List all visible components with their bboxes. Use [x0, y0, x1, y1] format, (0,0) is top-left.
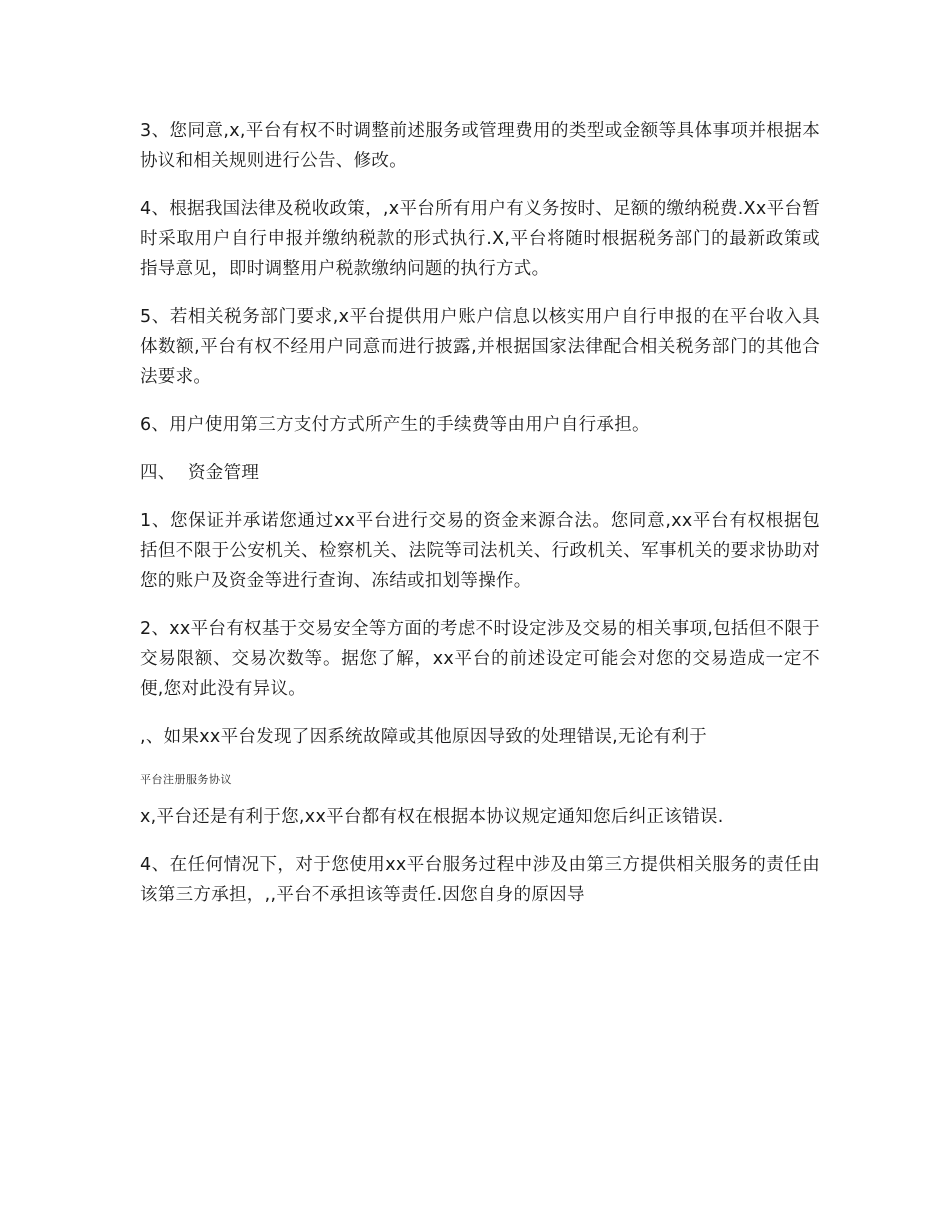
paragraph-tax-disclosure: 5、若相关税务部门要求,x平台提供用户账户信息以核实用户自行申报的在平台收入具体数额,平台有权不经用户同意而进行披露,并根据国家法律配合相关税务部门的其他合法要求。: [140, 307, 820, 387]
paragraph-error-correction: x,平台还是有利于您,xx平台都有权在根据本协议规定通知您后纠正该错误.: [140, 807, 724, 827]
document-body: [140, 116, 820, 928]
section-heading-fund-management: [140, 458, 820, 488]
paragraph-fee-adjustment: 3、您同意,x,平台有权不时调整前述服务或管理费用的类型或金额等具体事项并根据本协议和相关规则进行公告、修改。: [140, 121, 820, 171]
section-heading-number: 四、: [140, 463, 176, 483]
document-footer-label: 平台注册服务协议: [140, 773, 232, 786]
paragraph-transaction-limits: 2、xx平台有权基于交易安全等方面的考虑不时设定涉及交易的相关事项,包括但不限于交易限额、交易次数等。据您了解，xx平台的前述设定可能会对您的交易造成一定不便,您对此没有异议。: [140, 619, 820, 699]
section-heading-title: 资金管理: [188, 463, 260, 483]
paragraph-payment-fees: 6、用户使用第三方支付方式所产生的手续费等由用户自行承担。: [140, 415, 650, 435]
paragraph-fund-source: 1、您保证并承诺您通过xx平台进行交易的资金来源合法。您同意,xx平台有权根据包括但不限于公安机关、检察机关、法院等司法机关、行政机关、军事机关的要求协助对您的账户及资金等进行查询、冻结或扣划等操作。: [140, 511, 820, 591]
paragraph-third-party-liability: 4、在任何情况下，对于您使用xx平台服务过程中涉及由第三方提供相关服务的责任由该第三方承担，,,平台不承担该等责任.因您自身的原因导: [140, 855, 820, 905]
paragraph-tax-policy: 4、根据我国法律及税收政策，,x平台所有用户有义务按时、足额的缴纳税费.Xx平台暂时采取用户自行申报并缴纳税款的形式执行.X,平台将随时根据税务部门的最新政策或指导意见，即时调整用户税款缴纳问题的执行方式。: [140, 199, 820, 279]
paragraph-processing-error: ,、如果xx平台发现了因系统故障或其他原因导致的处理错误,无论有利于: [140, 727, 708, 747]
